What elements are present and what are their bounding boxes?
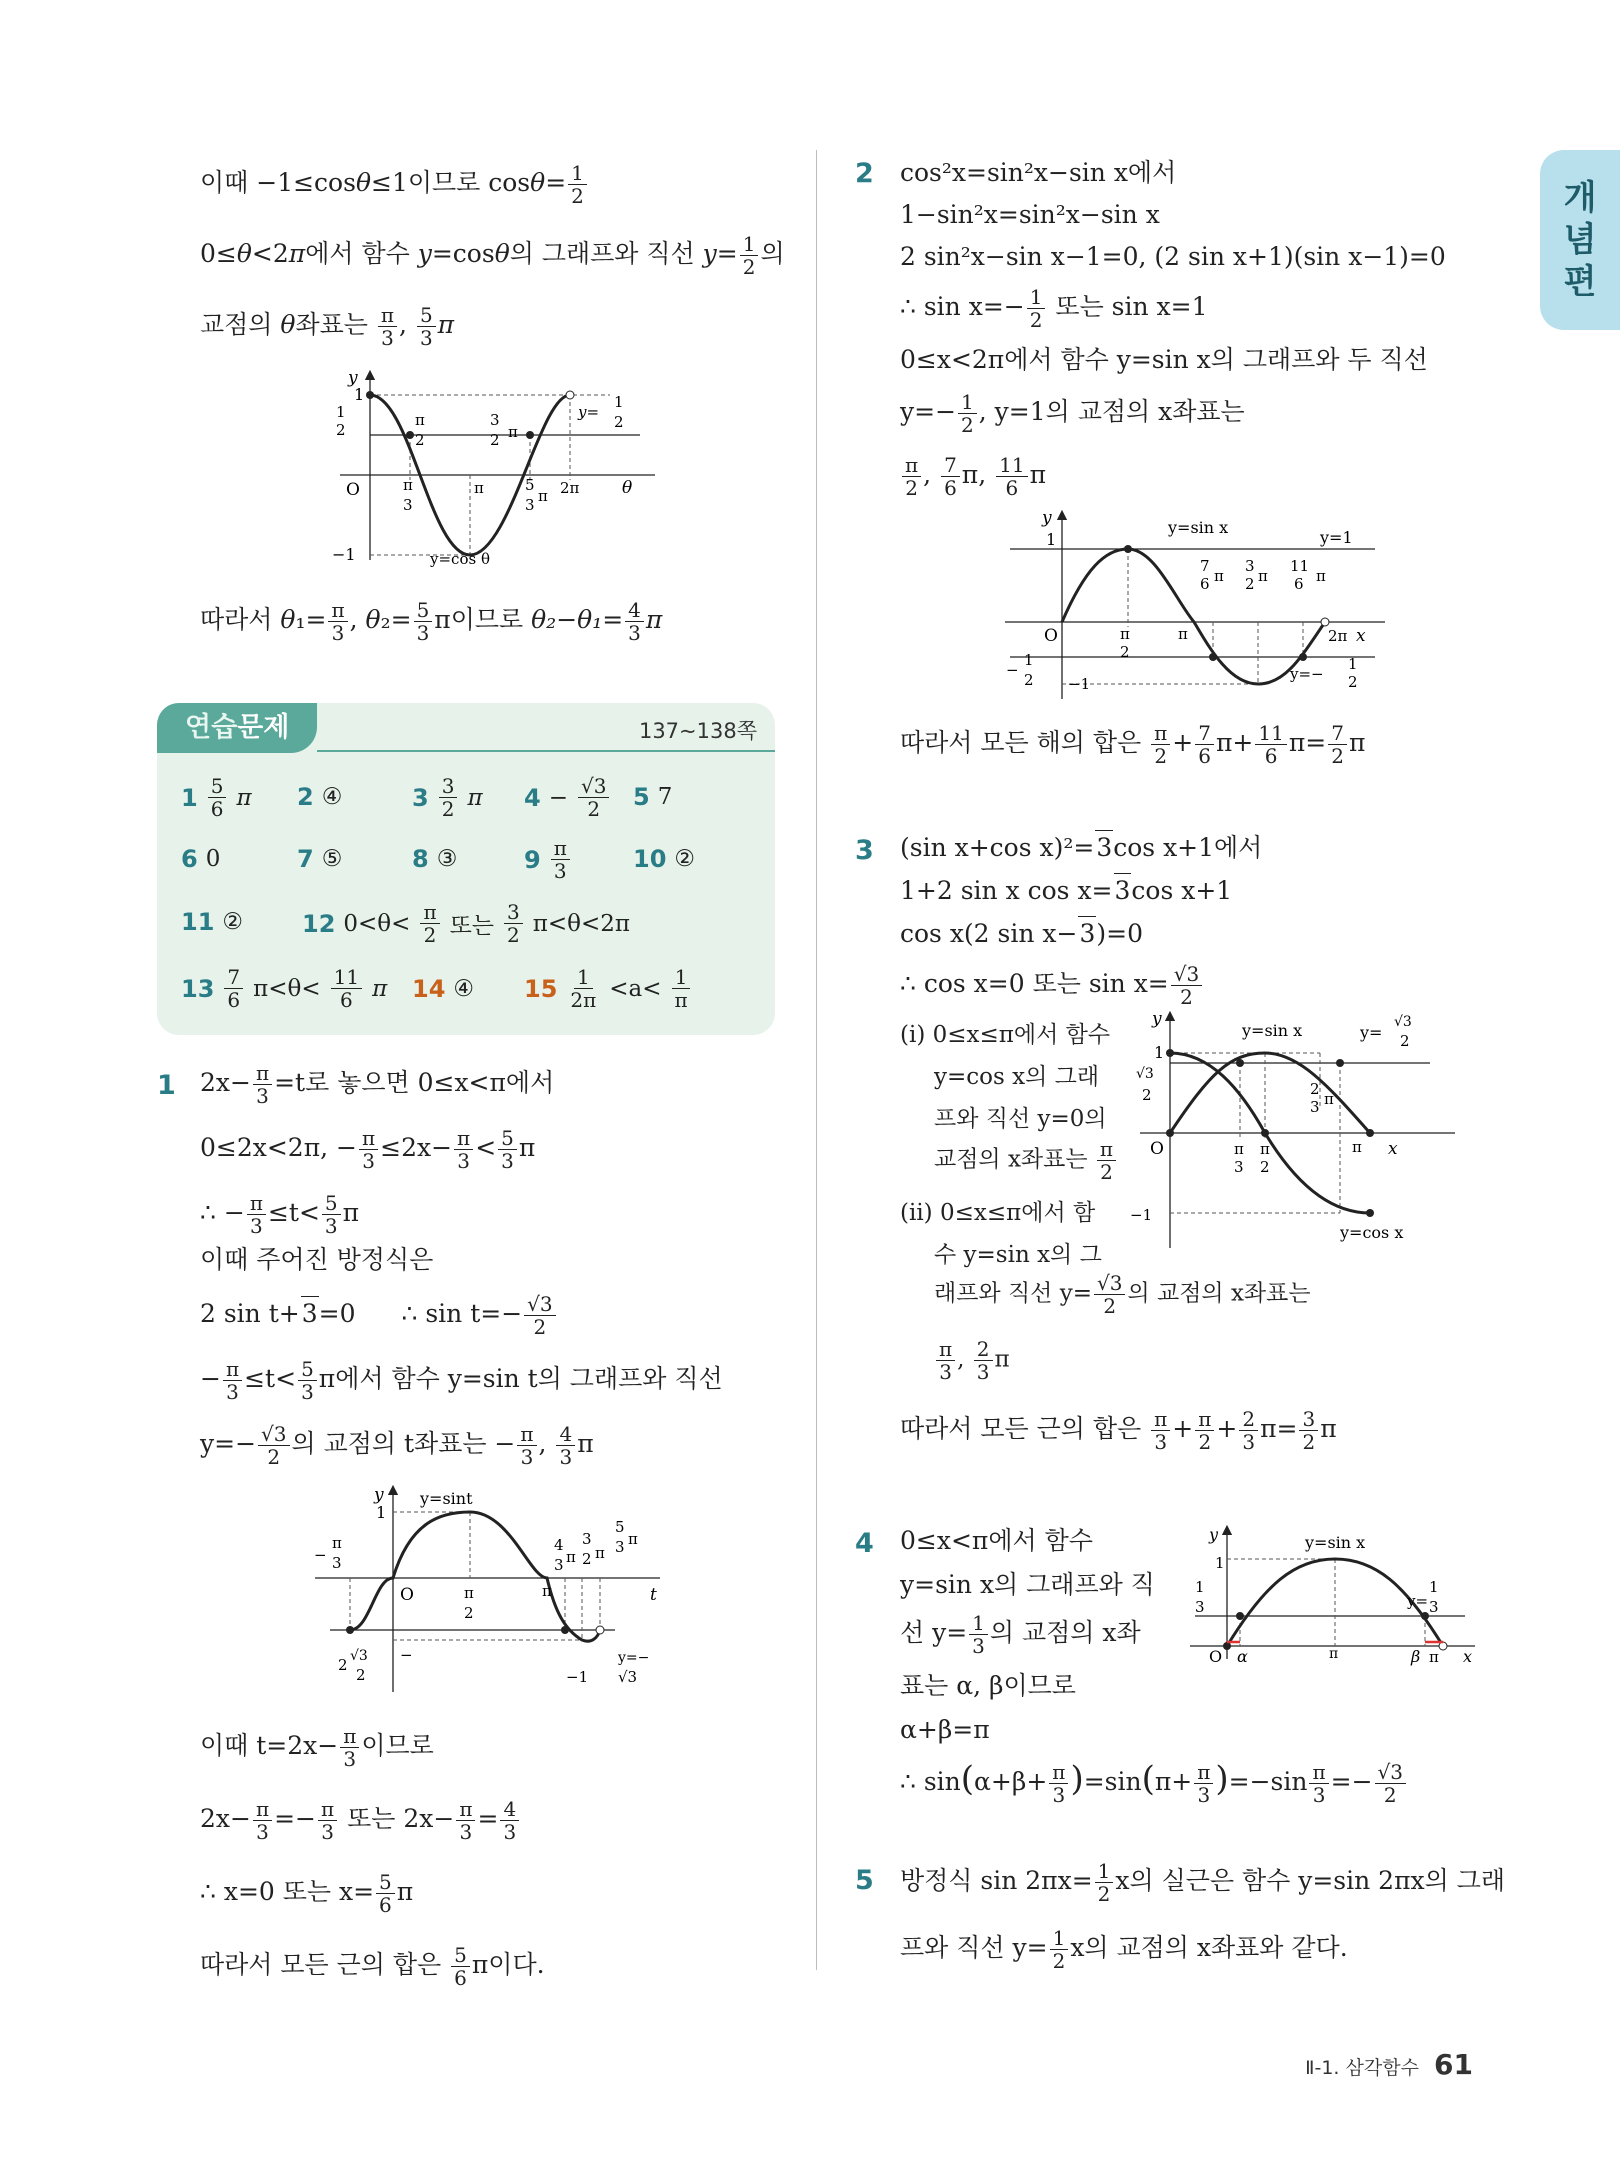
text-line: 따라서 모든 해의 합은 $\frac{\pi}{2}$ + $\frac{7}{6}$ π+ $\frac{11}{6}$ π= $\frac{7}{2}$ π: [900, 721, 1366, 768]
line-label: 2: [614, 413, 624, 431]
text-line: 따라서 모든 근의 합은 $\frac{\pi}{3}$ + $\frac{\pi}{2}$ + $\frac{2}{3}$ π= $\frac{3}{2}$ π: [900, 1407, 1337, 1454]
text-line: $\frac{\pi}{2}$ , $\frac{7}{6}$ π, $\frac{11}{6}$ π: [900, 454, 1500, 499]
point: [561, 1626, 569, 1634]
svg-text:1: 1: [1195, 1578, 1205, 1596]
answer-item: 8 ③: [412, 845, 458, 873]
cos-theta-graph: [330, 365, 660, 568]
text-line: 이때 −1≤cosθ≤1이므로 cosθ= $\frac{1}{2}$: [200, 162, 775, 207]
text-line: 0≤θ<2π에서 함수 y=cosθ의 그래프와 직선 y= $\frac{1}{2}$ 의: [200, 232, 785, 279]
line-label: 1: [614, 393, 624, 411]
svg-text:O: O: [1150, 1139, 1164, 1159]
answer-item: 10 ②: [633, 845, 696, 873]
svg-text:2: 2: [1142, 1086, 1152, 1104]
text-line: 따라서 θ₁= $\frac{\pi}{3}$ , θ₂= $\frac{5}{3}$ π이므로 θ₂−θ₁= $\frac{4}{3}$ π: [200, 598, 663, 645]
sin-cos-graph: [1130, 1008, 1460, 1258]
text-line: y=cos x의 그래: [934, 1064, 1100, 1090]
text-line: y=− $\frac{1}{2}$ , y=1의 교점의 x좌표는: [900, 390, 1245, 437]
tick-label: 3: [490, 411, 500, 429]
svg-text:5: 5: [615, 1518, 625, 1536]
tick-label: 1: [336, 403, 346, 421]
text-line: 교점의 x좌표는 $\frac{\pi}{2}$: [934, 1138, 1118, 1183]
svg-text:−1: −1: [1068, 675, 1091, 693]
point: [406, 431, 414, 439]
text-line: (sin x+cos x)²=3cos x+1에서: [900, 830, 1500, 865]
svg-text:2: 2: [338, 1656, 348, 1674]
problem-number: 5: [855, 1865, 874, 1896]
svg-text:O: O: [400, 1585, 414, 1605]
answer-item: 15 $\frac{1}{2\pi}$ <a< $\frac{1}{\pi}$: [524, 966, 693, 1011]
sin-t-graph: [310, 1482, 670, 1697]
text-line: ∴ sin x=− $\frac{1}{2}$ 또는 sin x=1: [900, 285, 1208, 332]
text-line: 1−sin²x=sin²x−sin x: [900, 200, 1160, 229]
tick-label: π: [403, 476, 413, 494]
svg-text:π: π: [1178, 625, 1188, 643]
text-line: ∴ sin(α+β+ $\frac{\pi}{3}$ )=sin(π+ $\frac{\pi}{3}$ )=−sin $\frac{\pi}{3}$ =− $\frac{√3}{2}$: [900, 1761, 1500, 1806]
svg-text:π: π: [1429, 1648, 1439, 1666]
problem-number: 4: [855, 1528, 874, 1559]
svg-text:1: 1: [1154, 1043, 1165, 1062]
svg-text:1: 1: [1348, 655, 1358, 673]
svg-text:y: y: [1152, 1009, 1162, 1029]
svg-text:α: α: [1237, 1647, 1248, 1666]
svg-text:2: 2: [1400, 1032, 1410, 1050]
svg-text:y=1: y=1: [1320, 528, 1353, 547]
side-tab-char: 개: [1563, 178, 1597, 218]
svg-text:π: π: [542, 1582, 552, 1600]
tick-label: 1: [354, 385, 365, 404]
svg-text:O: O: [1209, 1647, 1223, 1666]
section-side-tab: [1540, 150, 1620, 330]
svg-text:x: x: [1388, 1139, 1398, 1159]
text-line: 래프와 직선 y= $\frac{√3}{2}$ 의 교점의 x좌표는: [934, 1271, 1311, 1318]
svg-text:y=sint: y=sint: [420, 1489, 473, 1508]
svg-text:π: π: [1324, 1090, 1334, 1108]
svg-text:2: 2: [1260, 1158, 1270, 1176]
text-line: ∴ x=0 또는 x= $\frac{5}{6}$ π: [200, 1870, 414, 1917]
solution-2: [900, 156, 1500, 767]
answer-item: 1 $\frac{5}{6}$ π: [181, 774, 252, 821]
svg-text:1: 1: [376, 1503, 387, 1522]
svg-text:2: 2: [1310, 1080, 1320, 1098]
svg-text:y: y: [374, 1485, 384, 1505]
side-tab-char: 념: [1563, 220, 1597, 260]
axis-label: θ: [622, 478, 633, 498]
problem-number: 1: [157, 1070, 176, 1101]
svg-text:√3: √3: [618, 1668, 638, 1686]
text-line: cos x(2 sin x−3)=0: [900, 916, 1500, 951]
answer-item: 7 ⑤: [297, 845, 343, 873]
svg-text:2: 2: [1245, 575, 1255, 593]
text-line: 선 y= $\frac{1}{3}$ 의 교점의 x좌: [900, 1611, 1141, 1658]
sin-curve: [350, 1512, 600, 1641]
solution-3-cases: [900, 1008, 1500, 1388]
tick-label: 2π: [560, 479, 580, 497]
svg-text:3: 3: [582, 1530, 592, 1548]
text-line: cos²x=sin²x−sin x에서: [900, 158, 1177, 187]
text-line: 2 sin t+3=0 ∴ sin t=− $\frac{√3}{2}$: [200, 1293, 775, 1338]
text-line: 따라서 모든 근의 합은 $\frac{5}{6}$ π이다.: [200, 1943, 545, 1990]
svg-text:1: 1: [1024, 651, 1034, 669]
svg-text:−: −: [1006, 661, 1019, 679]
text-line: 수 y=sin x의 그: [934, 1242, 1102, 1268]
svg-text:2: 2: [582, 1550, 592, 1568]
tick-label: π: [538, 487, 548, 505]
text-line: 이때 t=2x− $\frac{\pi}{3}$ 이므로: [200, 1724, 434, 1771]
text-line: (ⅰ) 0≤x≤π에서 함수: [900, 1022, 1111, 1048]
svg-text:2: 2: [1348, 673, 1358, 691]
svg-text:−: −: [314, 1546, 327, 1564]
svg-text:y: y: [1042, 508, 1052, 528]
svg-text:3: 3: [1310, 1098, 1320, 1116]
svg-text:6: 6: [1294, 575, 1304, 593]
solution-5: [900, 1859, 1506, 1973]
svg-text:7: 7: [1200, 557, 1210, 575]
svg-text:x: x: [1463, 1647, 1473, 1666]
column-divider: [816, 150, 817, 1970]
svg-text:2: 2: [1024, 671, 1034, 689]
tick-label: 2: [336, 421, 346, 439]
svg-text:3: 3: [1234, 1158, 1244, 1176]
point: [526, 431, 534, 439]
svg-text:π: π: [1234, 1140, 1244, 1158]
solution-3: [900, 830, 1500, 1453]
problem-number: 3: [855, 835, 874, 866]
svg-text:2: 2: [356, 1666, 366, 1684]
svg-text:π: π: [1329, 1646, 1339, 1662]
svg-text:4: 4: [554, 1536, 564, 1554]
answer-item: 4 − $\frac{√3}{2}$: [524, 775, 611, 820]
tick-label: 3: [525, 496, 535, 514]
svg-text:−1: −1: [566, 1668, 589, 1686]
point: [566, 391, 574, 399]
svg-text:3: 3: [615, 1538, 625, 1556]
text-line: 0≤x<π에서 함수: [900, 1526, 1093, 1555]
tick-label: π: [415, 411, 425, 429]
svg-text:1: 1: [1046, 530, 1057, 549]
tick-label: 5: [525, 476, 535, 494]
svg-text:y=sin x: y=sin x: [1242, 1021, 1303, 1040]
svg-text:π: π: [628, 1530, 638, 1548]
tick-label: 2: [490, 431, 500, 449]
svg-text:y=−: y=−: [1290, 665, 1324, 683]
practice-title-rule: [317, 750, 775, 752]
tick-label: π: [474, 479, 484, 497]
svg-text:√3: √3: [1394, 1014, 1412, 1030]
fraction: $\frac{5}{3}$: [417, 304, 436, 349]
text-line: 표는 α, β이므로: [900, 1671, 1076, 1700]
answer-item: 11 ②: [181, 908, 244, 936]
svg-text:O: O: [1044, 626, 1058, 646]
svg-text:6: 6: [1200, 575, 1210, 593]
svg-text:π: π: [332, 1534, 342, 1552]
svg-text:3: 3: [1195, 1598, 1205, 1616]
fraction: $\frac{1}{2}$: [568, 162, 587, 207]
svg-text:y=: y=: [1360, 1023, 1383, 1042]
point: [346, 1626, 354, 1634]
text-line: α+β=π: [900, 1715, 990, 1744]
text-line: 1+2 sin x cos x=3cos x+1: [900, 873, 1500, 908]
text-line: 교점의 θ좌표는 $\frac{\pi}{3}$ , $\frac{5}{3}$ π: [200, 303, 455, 350]
answer-item: 12 0<θ< $\frac{\pi}{2}$ 또는 $\frac{3}{2}$ π<θ<2π: [302, 900, 631, 947]
sin-x-one-third-graph: [1185, 1524, 1485, 1664]
sin-curve: [1062, 549, 1325, 684]
svg-text:y=sin x: y=sin x: [1168, 518, 1229, 537]
practice-page-range: 137∼138쪽: [638, 719, 757, 743]
svg-text:π: π: [1120, 625, 1130, 643]
svg-text:2: 2: [1329, 1664, 1330, 1665]
origin-label: O: [346, 480, 360, 500]
svg-text:2π: 2π: [1328, 627, 1348, 645]
tick-label: 2: [415, 431, 425, 449]
text-line: (ⅱ) 0≤x≤π에서 함: [900, 1200, 1096, 1226]
svg-text:π: π: [1258, 567, 1268, 585]
problem-number: 2: [855, 158, 874, 189]
practice-title: 연습문제: [157, 703, 317, 753]
svg-text:√3: √3: [1136, 1066, 1154, 1082]
point: [596, 1626, 604, 1634]
svg-text:√3: √3: [350, 1648, 368, 1664]
solution-4: [900, 1524, 1500, 1806]
page-footer: [1305, 2048, 1473, 2081]
svg-text:π: π: [1260, 1140, 1270, 1158]
text-line: − $\frac{\pi}{3}$ ≤t< $\frac{5}{3}$ π에서 함수 y=sin t의 그래프와 직선: [200, 1357, 723, 1404]
answer-item: 13 $\frac{7}{6}$ π<θ< $\frac{11}{6}$ π: [181, 965, 388, 1012]
svg-text:−1: −1: [1130, 1206, 1153, 1224]
svg-text:π: π: [1352, 1138, 1362, 1156]
tick-label: 3: [403, 496, 413, 514]
answer-item: 5 7: [633, 783, 673, 811]
svg-text:11: 11: [1290, 557, 1310, 575]
svg-text:3: 3: [332, 1554, 342, 1572]
svg-text:π: π: [464, 1584, 474, 1602]
text-line: ∴ − $\frac{\pi}{3}$ ≤t< $\frac{5}{3}$ π: [200, 1191, 360, 1238]
text-line: 방정식 sin 2πx= $\frac{1}{2}$ x의 실근은 함수 y=sin 2πx의 그래: [900, 1859, 1506, 1906]
text-line: 2x− $\frac{\pi}{3}$ =− $\frac{\pi}{3}$ 또는 2x− $\frac{\pi}{3}$ = $\frac{4}{3}$: [200, 1798, 775, 1843]
curve-label: y=cos θ: [430, 550, 490, 568]
side-tab-char: 편: [1563, 262, 1597, 302]
text-line: y=sin x의 그래프와 직: [900, 1570, 1155, 1599]
svg-text:1: 1: [1215, 1554, 1225, 1572]
tick-label: π: [508, 423, 518, 441]
text-line: $\frac{\pi}{3}$ , $\frac{2}{3}$ π: [934, 1338, 1010, 1383]
answer-item: 2 ④: [297, 783, 343, 811]
answer-item: 6 0: [181, 845, 221, 873]
axis-label: y: [348, 368, 358, 388]
answer-item: 3 $\frac{3}{2}$ π: [412, 774, 483, 821]
svg-text:−: −: [400, 1646, 413, 1664]
svg-text:1: 1: [1429, 1578, 1439, 1596]
answer-item: 9 $\frac{\pi}{3}$: [524, 837, 572, 882]
svg-text:y: y: [1209, 1525, 1219, 1544]
answer-item: 14 ④: [412, 975, 475, 1003]
text-line: 0≤x<2π에서 함수 y=sin x의 그래프와 두 직선: [900, 345, 1428, 374]
svg-text:3: 3: [554, 1556, 564, 1574]
text-line: 2x− $\frac{\pi}{3}$ =t로 놓으면 0≤x<π에서: [200, 1061, 555, 1108]
svg-text:π: π: [1214, 567, 1224, 585]
svg-text:3: 3: [1245, 557, 1255, 575]
line-label: y=: [578, 403, 600, 421]
svg-text:2: 2: [1120, 643, 1130, 661]
svg-text:π: π: [566, 1548, 576, 1566]
svg-text:π: π: [595, 1544, 605, 1562]
svg-text:2: 2: [464, 1604, 474, 1622]
left-column: [200, 150, 785, 645]
text-line: ∴ cos x=0 또는 sin x= $\frac{√3}{2}$: [900, 963, 1500, 1008]
fraction: $\frac{1}{2}$: [740, 233, 759, 278]
svg-text:y=sin x: y=sin x: [1305, 1533, 1366, 1552]
practice-answers-box: [157, 703, 775, 1035]
text-line: 이때 주어진 방정식은: [200, 1245, 434, 1274]
svg-text:3: 3: [1429, 1598, 1439, 1616]
page-number: 61: [1434, 2048, 1473, 2081]
chapter-label: Ⅱ-1. 삼각함수: [1305, 2057, 1419, 2079]
fraction: $\frac{\pi}{3}$: [378, 304, 397, 349]
svg-text:π: π: [1316, 567, 1326, 585]
text-line: 2 sin²x−sin x−1=0, (2 sin x+1)(sin x−1)=0: [900, 242, 1446, 271]
svg-text:y=cos x: y=cos x: [1340, 1223, 1404, 1242]
text-line: 프와 직선 y=0의: [934, 1106, 1107, 1132]
text-line: 0≤2x<2π, − $\frac{\pi}{3}$ ≤2x− $\frac{\pi}{3}$ < $\frac{5}{3}$ π: [200, 1126, 536, 1173]
svg-text:y=−: y=−: [618, 1650, 650, 1666]
solution-1: [200, 1062, 775, 1989]
svg-text:t: t: [650, 1585, 657, 1605]
tick-label: −1: [332, 545, 356, 564]
svg-text:y=: y=: [1407, 1592, 1429, 1610]
svg-text:x: x: [1356, 626, 1366, 646]
sin-x-graph: [1000, 509, 1400, 704]
text-line: y=− $\frac{√3}{2}$ 의 교점의 t좌표는 − $\frac{\pi}{3}$ , $\frac{4}{3}$ π: [200, 1422, 594, 1469]
point: [366, 391, 374, 399]
text-line: 프와 직선 y= $\frac{1}{2}$ x의 교점의 x좌표와 같다.: [900, 1926, 1348, 1973]
svg-text:β: β: [1411, 1647, 1421, 1666]
